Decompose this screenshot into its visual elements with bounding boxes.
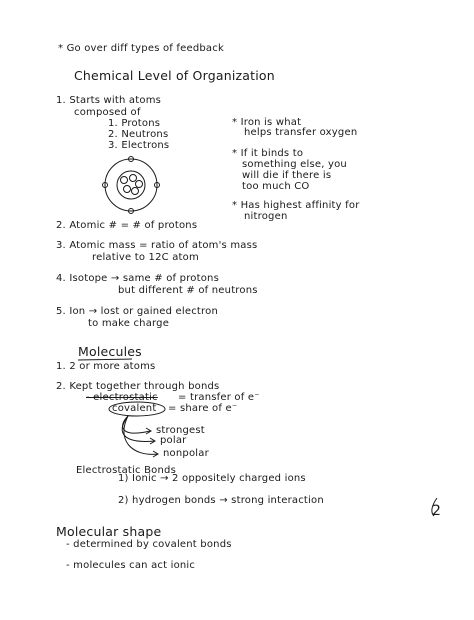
electrostatic-definition: = transfer of e⁻ — [178, 392, 260, 403]
atoms-item-4-line-1: 4. Isotope → same # of protons — [56, 273, 220, 284]
atoms-item-5-line-2: to make charge — [88, 318, 170, 329]
atoms-item-4-line-2: but different # of neutrons — [118, 285, 258, 296]
atoms-item-3-line-2: relative to 12C atom — [92, 252, 199, 263]
page-number: 2 — [432, 503, 442, 519]
branch-strongest: strongest — [156, 425, 205, 436]
electrostatic-bonds-heading: Electrostatic Bonds — [76, 465, 176, 476]
atoms-item-1-sub: composed of — [74, 107, 141, 118]
shape-line-1: - determined by covalent bonds — [66, 539, 232, 550]
atoms-item-2: 2. Atomic # = # of protons — [56, 220, 198, 231]
electrostatic-label: - electrostatic — [86, 392, 158, 403]
side-note-2-line-2: something else, you — [242, 159, 347, 170]
branch-polar: polar — [160, 435, 187, 446]
atoms-item-5-line-1: 5. Ion → lost or gained electron — [56, 306, 218, 317]
molecules-heading: Molecules — [78, 344, 142, 359]
molecular-shape-heading: Molecular shape — [56, 524, 162, 539]
side-note-1-line-2: helps transfer oxygen — [244, 127, 358, 138]
shape-line-2: - molecules can act ionic — [66, 560, 196, 571]
reminder-note: * Go over diff types of feedback — [58, 43, 224, 54]
side-note-2-line-4: too much CO — [242, 181, 310, 192]
molecules-item-2: 2. Kept together through bonds — [56, 381, 220, 392]
atom-part-neutrons: 2. Neutrons — [108, 129, 169, 140]
bond-type-1: 1) Ionic → 2 oppositely charged ions — [118, 473, 306, 484]
side-note-2-line-3: will die if there is — [242, 170, 332, 181]
page-title: Chemical Level of Organization — [74, 68, 275, 83]
molecules-item-1: 1. 2 or more atoms — [56, 361, 156, 372]
side-note-3-line-1: * Has highest affinity for — [232, 200, 360, 211]
branch-nonpolar: nonpolar — [163, 448, 209, 459]
branch-arrows — [122, 416, 158, 457]
covalent-definition: = share of e⁻ — [168, 403, 238, 414]
covalent-label: covalent — [112, 403, 157, 414]
side-note-3-line-2: nitrogen — [244, 211, 288, 222]
atom-part-protons: 1. Protons — [108, 118, 161, 129]
side-note-1-line-1: * Iron is what — [232, 117, 302, 128]
molecules-underline — [78, 359, 132, 360]
atoms-item-1: 1. Starts with atoms — [56, 95, 162, 106]
atoms-item-3-line-1: 3. Atomic mass = ratio of atom's mass — [56, 240, 258, 251]
bond-type-2: 2) hydrogen bonds → strong interaction — [118, 495, 324, 506]
atom-diagram-icon — [103, 157, 160, 214]
side-note-2-line-1: * If it binds to — [232, 148, 304, 159]
atom-part-electrons: 3. Electrons — [108, 140, 170, 151]
